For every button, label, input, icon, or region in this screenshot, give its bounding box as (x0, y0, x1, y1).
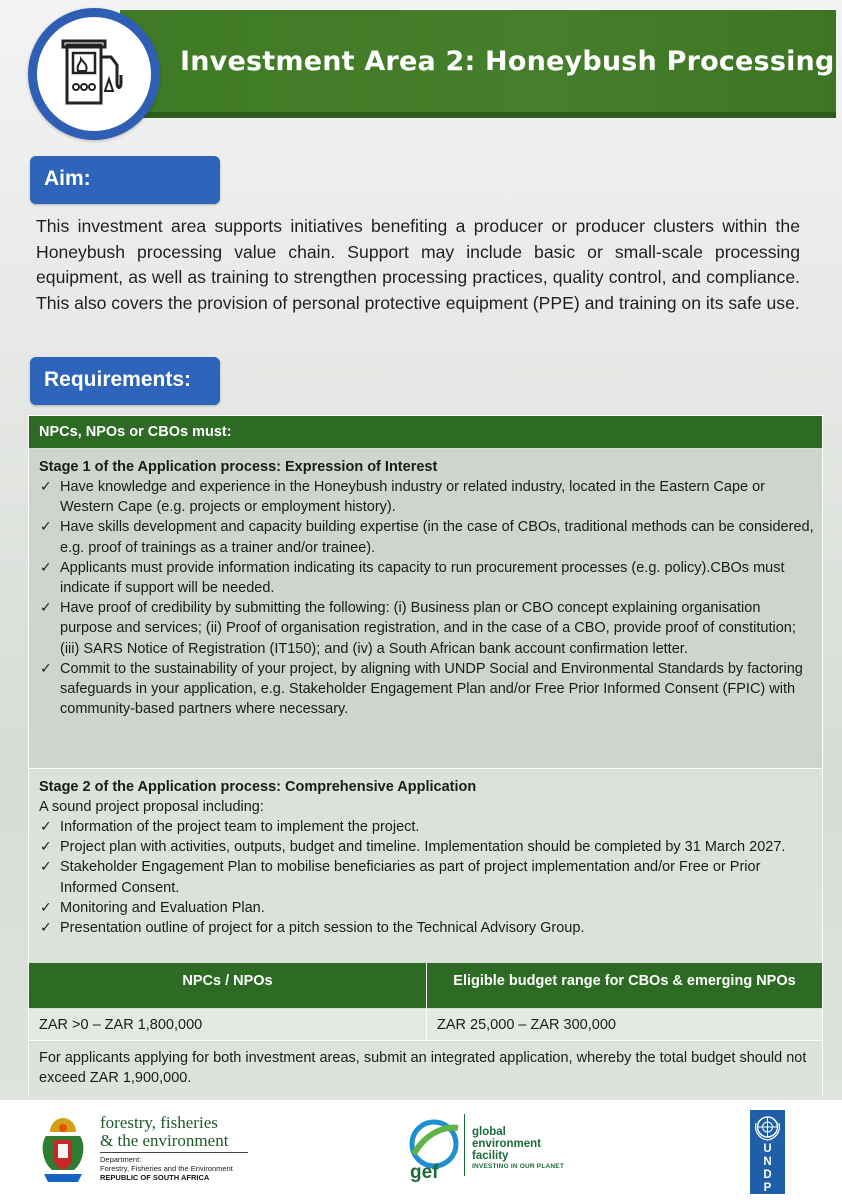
list-item: ✓ Project plan with activities, outputs, budget and timeline. Implementation should be completed by 31 March 2027. (39, 837, 814, 857)
check-icon: ✓ (40, 600, 52, 617)
divider (100, 1152, 248, 1153)
aim-heading: Aim: (30, 156, 220, 204)
gef-tagline: INVESTING IN OUR PLANET (472, 1163, 564, 1170)
budget-table-row (29, 1009, 822, 1041)
header-logo-badge (28, 8, 160, 140)
svg-text:gef: gef (410, 1162, 439, 1182)
requirements-table (28, 415, 823, 1096)
gef-word-global: global (472, 1126, 506, 1138)
divider (464, 1114, 465, 1176)
dffe-name-line2: & the environment (100, 1131, 229, 1150)
budget-col-cbos-header: Eligible budget range for CBOs & emerging NPOs (453, 973, 796, 989)
check-icon: ✓ (40, 899, 52, 916)
stage2-intro: A sound project proposal including: (39, 799, 264, 815)
gef-logo-icon (406, 1112, 462, 1182)
list-item: ✓ Have proof of credibility by submitting the following: (i) Business plan or CBO concept explaining organisation purpose and services; (ii) Proof of organisation registration, and in the case of a CBO, provide proof of constitution; (iii) SARS Notice of Registration (IT150); and (iv) a South African bank account confirmation letter. (40, 600, 796, 657)
undp-logo (750, 1110, 785, 1194)
undp-letter: P (763, 1182, 772, 1194)
list-item: ✓ Stakeholder Engagement Plan to mobilise beneficiaries as part of project implementation and/or Free or Prior Informed Consent. (40, 859, 761, 896)
requirements-table-header: NPCs, NPOs or CBOs must: (29, 416, 822, 448)
list-item: ✓ Commit to the sustainability of your project, by aligning with UNDP Social and Environmental Standards by factoring safeguards in your application, e.g. Stakeholder Engagement Plan and/or Free Prior Informed Consent (FPIC) with community-based partners where necessary. (40, 660, 803, 718)
stage2-section (29, 770, 822, 963)
check-icon: ✓ (40, 479, 52, 495)
undp-letter: D (763, 1169, 772, 1181)
un-emblem-icon (753, 1113, 782, 1141)
stage1-checklist (39, 477, 822, 719)
stage2-title: Stage 2 of the Application process: Comprehensive Application (39, 779, 477, 795)
undp-letter: N (763, 1156, 772, 1168)
check-icon: ✓ (40, 559, 52, 576)
budget-npcs-value: ZAR >0 – ZAR 1,800,000 (39, 1017, 203, 1033)
budget-table-header (29, 963, 822, 1008)
list-item: ✓ Have skills development and capacity building expertise (in the case of CBOs, traditional methods can be considered, e.g. proof of trainings as a trainer and/or trainee). (40, 519, 814, 556)
check-icon: ✓ (40, 519, 52, 536)
list-item: ✓ Monitoring and Evaluation Plan. (39, 898, 814, 918)
column-divider (426, 1009, 427, 1041)
check-icon: ✓ (40, 859, 52, 876)
check-icon: ✓ (40, 920, 52, 937)
list-item: ✓ Have knowledge and experience in the Honeybush industry or related industry, located in the Eastern Cape or Western Cape (e.g. projects or employment history). (40, 479, 766, 516)
list-item: ✓ Applicants must provide information indicating its capacity to run procurement processes (e.g. policy).CBOs must indicate if support will be needed. (40, 559, 785, 597)
stage1-title: Stage 1 of the Application process: Expression of Interest (39, 459, 438, 475)
aim-paragraph: This investment area supports initiatives benefiting a producer or producer clusters within the Honeybush processing value chain. Support may include basic or small-scale processing equipment, as well as training to strengthen processing practices, quality control, and compliance. This also covers the provision of personal protective equipment (PPE) and training on its safe use. (36, 216, 800, 313)
requirements-heading: Requirements: (30, 357, 220, 405)
check-icon: ✓ (40, 839, 52, 856)
check-icon: ✓ (40, 660, 52, 677)
processing-machine-icon (61, 39, 127, 109)
gef-word-facility: facility (472, 1150, 509, 1162)
budget-cbos-value: ZAR 25,000 – ZAR 300,000 (437, 1017, 616, 1033)
budget-col-npcs-header: NPCs / NPOs (182, 973, 273, 989)
gef-word-environment: environment (472, 1138, 542, 1150)
dffe-name-line1: forestry, fisheries (100, 1113, 218, 1132)
list-item: ✓ Presentation outline of project for a pitch session to the Technical Advisory Group. (39, 918, 814, 938)
budget-note: For applicants applying for both investment areas, submit an integrated application, whereby the total budget should not exceed ZAR 1,900,000. (29, 1042, 822, 1096)
stage1-section (29, 449, 822, 769)
stage2-checklist (39, 817, 822, 938)
dffe-department-name: Forestry, Fisheries and the Environment (100, 1164, 233, 1173)
check-icon: ✓ (40, 819, 52, 835)
footer-logos (0, 1100, 842, 1200)
undp-letter: U (763, 1143, 772, 1155)
dffe-country: REPUBLIC OF SOUTH AFRICA (100, 1173, 210, 1182)
dffe-department-label: Department: (100, 1155, 142, 1164)
page-title: Investment Area 2: Honeybush Processing (180, 46, 835, 77)
south-africa-coat-of-arms-icon (38, 1114, 88, 1186)
list-item: ✓ Information of the project team to implement the project. (39, 817, 814, 837)
